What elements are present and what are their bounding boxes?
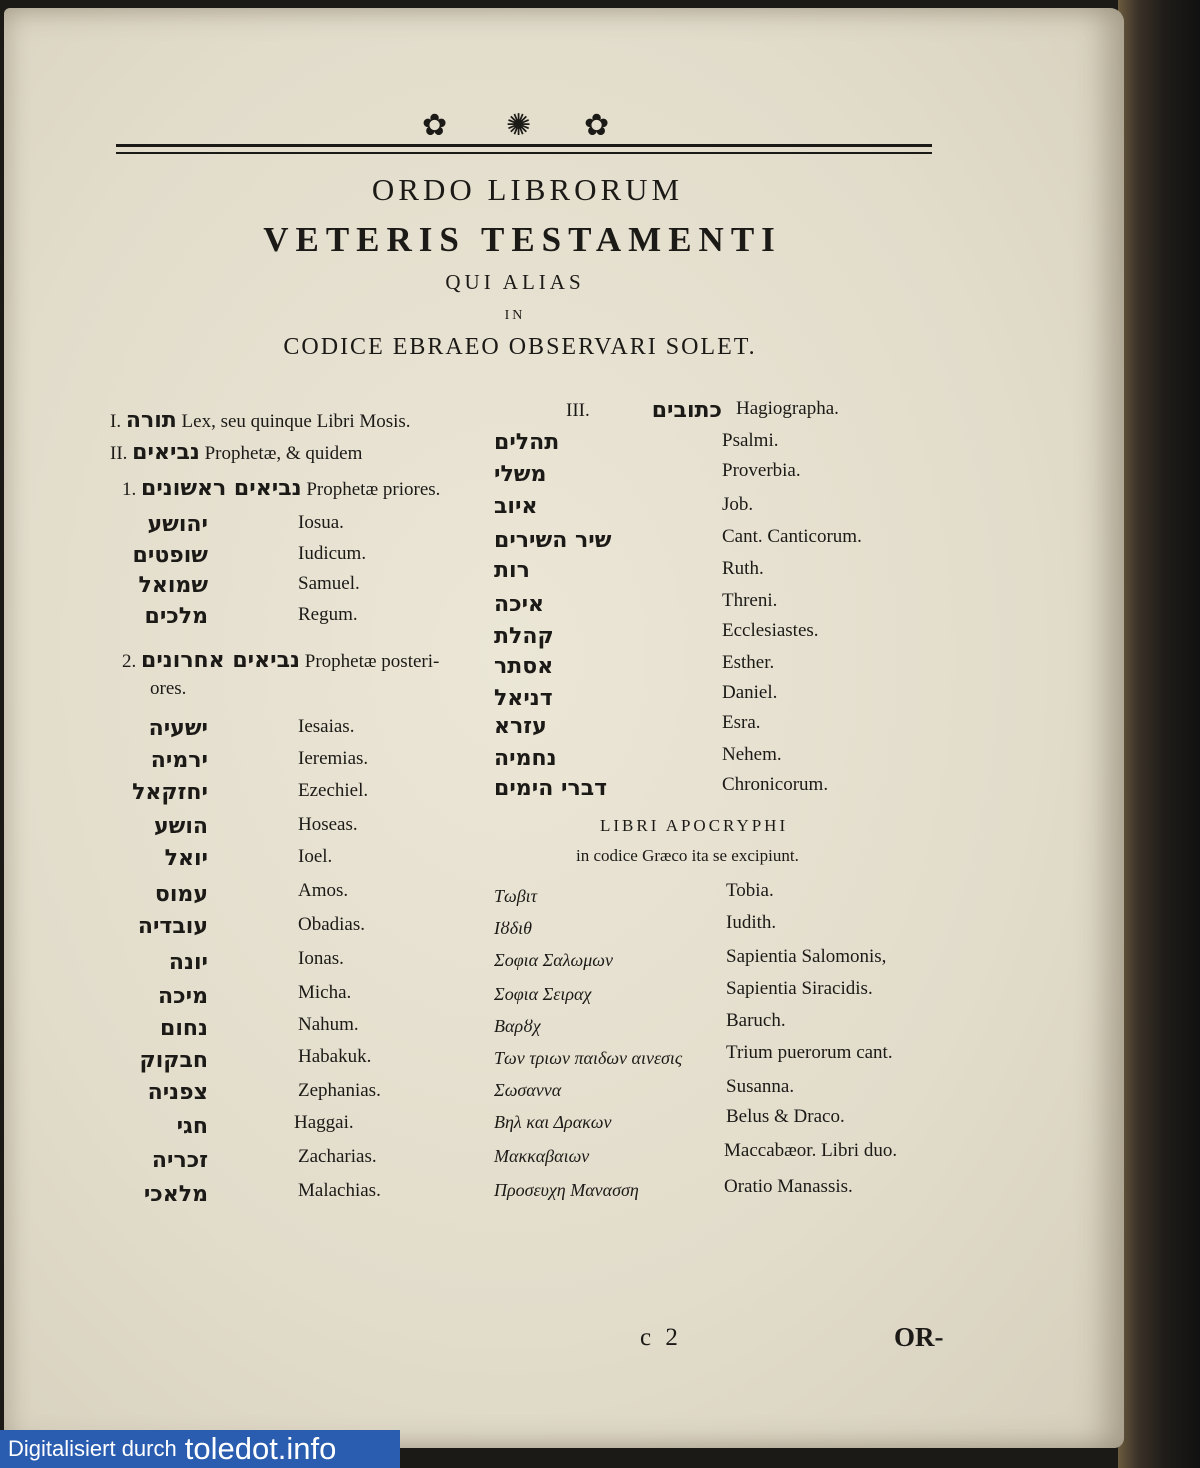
hebrew-book: עזרא <box>494 714 547 739</box>
hebrew-book: ישעיה <box>148 716 208 741</box>
greek-book: Σοφια Σαλωμων <box>494 950 613 970</box>
latin-book: Belus & Draco. <box>726 1106 845 1127</box>
latin-book: Baruch. <box>726 1010 786 1031</box>
section-lex <box>110 408 411 433</box>
apocrypha-title: LIBRI APOCRYPHI <box>600 816 789 835</box>
hebrew-book: יהושע <box>147 512 208 537</box>
latin-book: Malachias. <box>298 1180 381 1201</box>
hebrew-name: נביאים ראשונים <box>141 476 302 501</box>
section-number: 1. <box>122 479 137 500</box>
latin-book: Trium puerorum cant. <box>726 1042 893 1063</box>
title-in: IN <box>504 308 526 323</box>
title-codice-ebraeo: CODICE EBRAEO OBSERVARI SOLET. <box>283 334 757 360</box>
latin-book: Oratio Manassis. <box>724 1176 853 1197</box>
hebrew-book: יחזקאל <box>132 780 208 805</box>
latin-name: Lex, seu quinque Libri Mosis. <box>181 411 411 432</box>
section-prophetae-posteriores <box>122 648 439 673</box>
hebrew-book: אסתר <box>494 654 554 679</box>
banner-prefix: Digitalisiert durch <box>8 1436 177 1461</box>
greek-book: Προσευχη Μανασση <box>494 1180 639 1200</box>
title-veteris-testamenti: VETERIS TESTAMENTI <box>263 220 782 259</box>
title-ordo-librorum: ORDO LIBRORUM <box>371 172 684 207</box>
latin-book: Hoseas. <box>298 814 358 835</box>
hebrew-name: נביאים <box>132 440 200 465</box>
hebrew-book: דניאל <box>494 686 553 711</box>
book-spine <box>1118 0 1200 1468</box>
greek-book: Ιȣδιθ <box>494 918 532 938</box>
hebrew-book: ירמיה <box>150 748 208 773</box>
latin-book: Susanna. <box>726 1076 795 1097</box>
latin-book: Maccabæor. Libri duo. <box>724 1140 898 1161</box>
digitization-banner[interactable] <box>0 1430 400 1468</box>
hebrew-book: קהלת <box>494 624 554 649</box>
greek-book: Των τριων παιδων αινεσις <box>494 1048 683 1068</box>
latin-book: Habakuk. <box>298 1046 372 1067</box>
latin-book: Ioel. <box>298 846 333 867</box>
latin-book: Esther. <box>722 652 775 673</box>
latin-name: Prophetæ, & quidem <box>204 443 363 464</box>
latin-book: Ionas. <box>298 948 344 969</box>
hebrew-book: חבקוק <box>139 1048 208 1073</box>
latin-book: Amos. <box>298 880 349 901</box>
hebrew-book: שיר השירים <box>494 528 612 553</box>
latin-book: Nahum. <box>298 1014 359 1035</box>
latin-book: Iudith. <box>726 912 777 933</box>
hebrew-book: מלאכי <box>143 1182 208 1207</box>
greek-book: Σοφια Σειραχ <box>494 984 592 1004</box>
banner-site-link[interactable]: toledot.info <box>184 1431 337 1466</box>
hebrew-book: רות <box>494 558 530 583</box>
latin-book: Obadias. <box>298 914 366 935</box>
hebrew-book: יונה <box>168 950 208 975</box>
hebrew-book: דברי הימים <box>494 776 608 801</box>
latin-book: Psalmi. <box>722 430 779 451</box>
section-prophetae-priores <box>122 476 440 501</box>
hebrew-book: שמואל <box>138 573 208 598</box>
latin-book: Daniel. <box>722 682 778 703</box>
latin-book: Esra. <box>722 712 761 733</box>
latin-name-continuation: ores. <box>150 678 187 699</box>
greek-book: Τωβιτ <box>494 886 538 906</box>
greek-book: Βηλ και Δρακων <box>494 1112 612 1132</box>
hebrew-book: תהלים <box>494 430 560 455</box>
latin-book: Job. <box>722 494 754 515</box>
latin-book: Ruth. <box>722 558 764 579</box>
latin-book: Regum. <box>298 604 358 625</box>
section-number: I. <box>110 411 122 432</box>
latin-book: Sapientia Salomonis, <box>726 946 887 967</box>
latin-book: Nehem. <box>722 744 782 765</box>
latin-book: Iudicum. <box>298 543 367 564</box>
greek-book: Βαρȣχ <box>494 1016 541 1036</box>
latin-book: Haggai. <box>294 1112 354 1133</box>
greek-book: Σωσαννα <box>494 1080 562 1100</box>
latin-book: Tobia. <box>726 880 774 901</box>
hebrew-book: זכריה <box>151 1148 208 1173</box>
latin-book: Threni. <box>722 590 778 611</box>
hebrew-book: נחמיה <box>494 746 557 771</box>
latin-book: Cant. Canticorum. <box>722 526 862 547</box>
hebrew-book: שופטים <box>132 543 208 568</box>
flower-ornament-left: ✿ <box>422 109 448 142</box>
latin-book: Micha. <box>298 982 352 1003</box>
header-rule-bottom <box>116 152 932 154</box>
latin-book: Proverbia. <box>722 460 801 481</box>
hebrew-book: איוב <box>494 494 538 519</box>
latin-book: Ecclesiastes. <box>722 620 819 641</box>
hebrew-name: כתובים <box>651 398 722 423</box>
latin-book: Sapientia Siracidis. <box>726 978 873 999</box>
apocrypha-subtitle: in codice Græco ita se excipiunt. <box>576 846 799 865</box>
flower-ornament-right: ✿ <box>584 109 610 142</box>
signature-mark: c 2 <box>640 1324 682 1351</box>
section-number: 2. <box>122 651 137 672</box>
latin-book: Ezechiel. <box>298 780 369 801</box>
header-rule-top <box>116 144 932 147</box>
latin-book: Iesaias. <box>298 716 355 737</box>
section-number: II. <box>110 443 128 464</box>
title-qui-alias: QUI ALIAS <box>445 270 585 294</box>
latin-book: Samuel. <box>298 573 360 594</box>
hebrew-book: עובדיה <box>137 914 208 939</box>
hebrew-book: צפניה <box>147 1080 208 1105</box>
latin-book: Ieremias. <box>298 748 369 769</box>
hebrew-book: הושע <box>153 814 208 839</box>
star-ornament-center: ✺ <box>506 109 532 142</box>
greek-book: Μακκαβαιων <box>494 1146 590 1166</box>
hebrew-book: מלכים <box>144 604 208 629</box>
latin-name: Prophetæ posteri- <box>304 651 440 672</box>
hebrew-book: נחום <box>160 1016 208 1041</box>
hebrew-name: נביאים אחרונים <box>141 648 301 673</box>
section-prophetae <box>110 440 362 465</box>
latin-book: Zacharias. <box>298 1146 377 1167</box>
hebrew-book: איכה <box>494 592 545 617</box>
hebrew-book: עמוס <box>154 882 208 907</box>
latin-book: Iosua. <box>298 512 344 533</box>
latin-name: Prophetæ priores. <box>306 479 441 500</box>
hebrew-name: תורה <box>125 408 177 433</box>
hebrew-book: משלי <box>494 462 547 487</box>
latin-book: Zephanias. <box>298 1080 381 1101</box>
section-hagiographa-number: III. <box>566 400 590 421</box>
latin-book: Chronicorum. <box>722 774 829 795</box>
hebrew-book: מיכה <box>158 984 208 1009</box>
latin-name: Hagiographa. <box>736 398 839 419</box>
hebrew-book: חגי <box>176 1114 208 1139</box>
catchword: OR- <box>894 1322 944 1352</box>
hebrew-book: יואל <box>164 846 208 871</box>
